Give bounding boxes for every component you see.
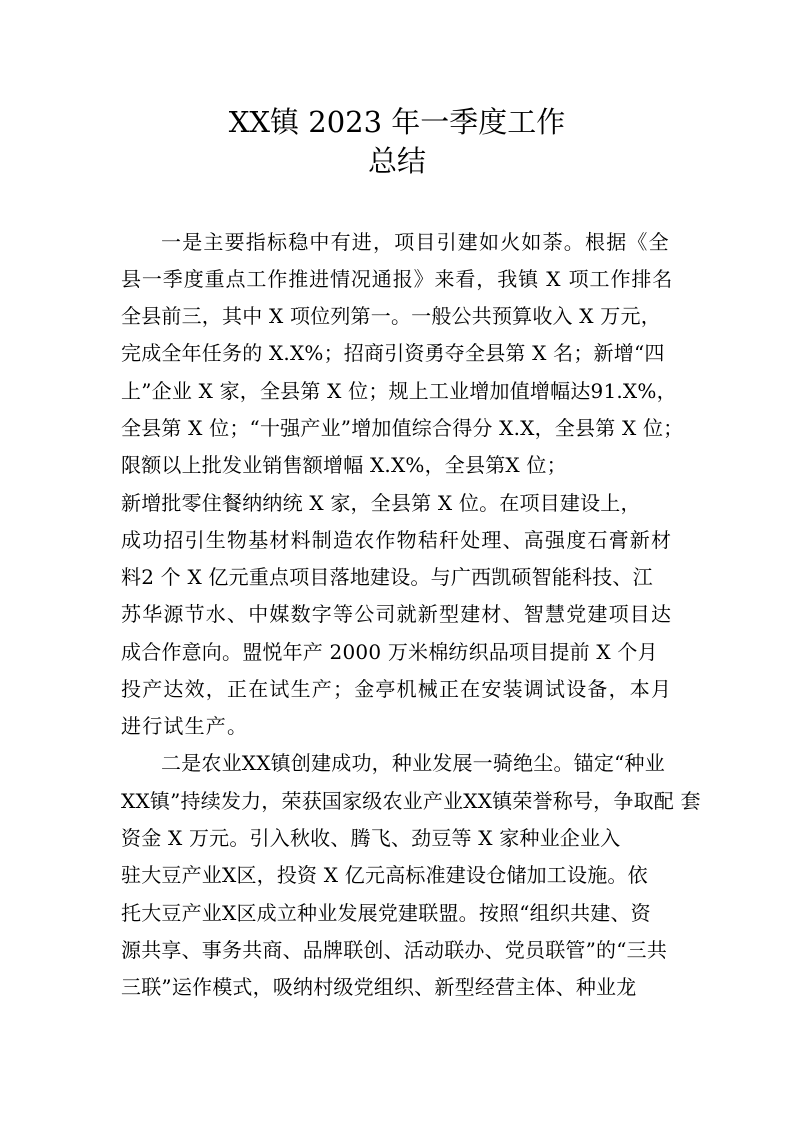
paragraph-2-line-5: 托大豆产业X区成立种业发展党建联盟。按照“组织共建、资 (121, 901, 651, 925)
document-title: XX镇 2023 年一季度工作 (228, 105, 566, 139)
paragraph-1-line-2: 县一季度重点工作推进情况通报》来看，我镇 X 项工作排名 (121, 267, 674, 291)
paragraph-1-line-1: 一是主要指标稳中有进，项目引建如火如荼。根据《全 (161, 230, 670, 254)
paragraph-2-line-1: 二是农业XX镇创建成功，种业发展一骑绝尘。锚定“种业 (161, 751, 665, 775)
paragraph-1-line-9: 成功招引生物基材料制造农作物秸秆处理、高强度石膏新材 (121, 528, 673, 552)
paragraph-1-line-5: 上”企业 X 家，全县第 X 位；规上工业增加值增幅达91.X%， (121, 379, 677, 403)
paragraph-2-line-3: 资金 X 万元。引入秋收、腾飞、劲豆等 X 家种业企业入 (121, 826, 621, 850)
paragraph-1-line-7: 限额以上批发业销售额增幅 X.X%，全县第X 位； (121, 453, 567, 477)
paragraph-2-line-2: XX镇”持续发力，荣获国家级农业产业XX镇荣誉称号，争取配 套 (121, 789, 701, 813)
paragraph-2-line-6: 源共享、事务共商、品牌联创、活动联办、党员联管”的“三共 (121, 938, 668, 962)
paragraph-1-line-4: 完成全年任务的 X.X%；招商引资勇夺全县第 X 名；新增“四 (121, 341, 665, 365)
paragraph-1-line-10: 料2 个 X 亿元重点项目落地建设。与广西凯硕智能科技、江 (121, 565, 653, 589)
paragraph-1-line-12: 成合作意向。盟悦年产 2000 万米棉纺织品项目提前 X 个月 (121, 640, 658, 664)
paragraph-1-line-13: 投产达效，正在试生产；金亭机械正在安装调试设备，本月 (121, 677, 673, 701)
paragraph-1-line-3: 全县前三，其中 X 项位列第一。一般公共预算收入 X 万元， (121, 304, 661, 328)
paragraph-1-line-6: 全县第 X 位；“十强产业”增加值综合得分 X.X，全县第 X 位； (121, 416, 684, 440)
paragraph-1-line-11: 苏华源节水、中媒数字等公司就新型建材、智慧党建项目达 (121, 602, 673, 626)
paragraph-1-line-8: 新增批零住餐纳纳统 X 家，全县第 X 位。在项目建设上， (121, 491, 641, 515)
paragraph-1-line-14: 进行试生产。 (121, 714, 249, 738)
document-title-continued: 总结 (367, 144, 426, 178)
paragraph-2-line-4: 驻大豆产业X区，投资 X 亿元高标准建设仓储加工设施。依 (121, 863, 648, 887)
paragraph-2-line-7: 三联”运作模式，吸纳村级党组织、新型经营主体、种业龙 (121, 975, 637, 999)
